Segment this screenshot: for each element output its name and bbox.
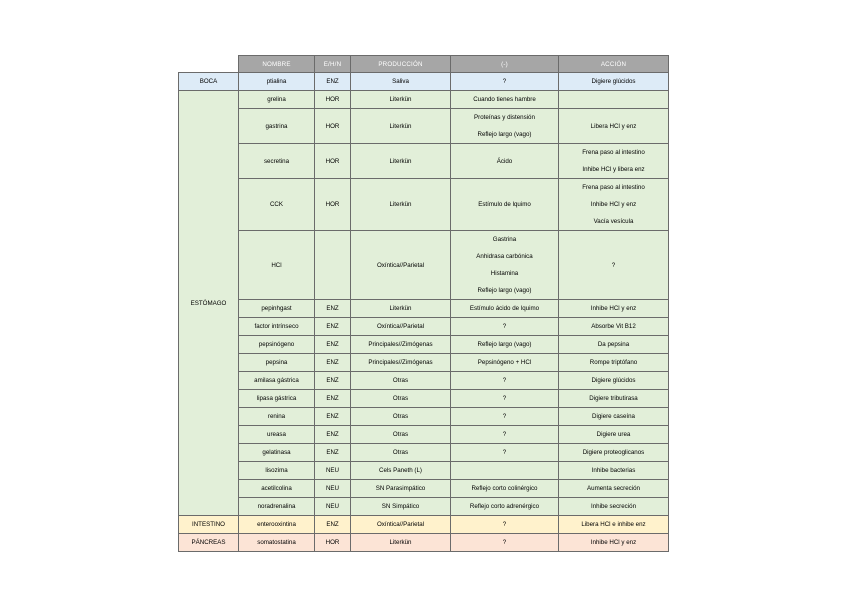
cell-accion-line: Digiere glúcidos xyxy=(591,78,636,85)
cell-produccion[interactable]: Oxíntica//Parietal xyxy=(351,231,451,300)
cell-accion[interactable] xyxy=(559,73,669,91)
cell-produccion[interactable]: Literkün xyxy=(351,534,451,552)
table-row xyxy=(179,480,669,498)
cell-inhibe-line: Gastrina xyxy=(492,236,517,243)
table-row xyxy=(179,91,669,109)
cell-nombre[interactable]: grelina xyxy=(239,91,315,109)
cell-nombre[interactable]: CCK xyxy=(239,179,315,231)
cell-inhibe[interactable] xyxy=(451,109,559,144)
cell-inhibe-line: ? xyxy=(502,377,507,384)
table-row xyxy=(179,144,669,179)
cell-accion-line: Vacía vesícula xyxy=(593,218,634,225)
cell-inhibe-line: ? xyxy=(502,449,507,456)
table-row xyxy=(179,372,669,390)
cell-accion[interactable] xyxy=(559,498,669,516)
cell-produccion[interactable]: SN Simpático xyxy=(351,498,451,516)
cell-nombre[interactable]: HCl xyxy=(239,231,315,300)
cell-accion-line: Inhibe HCl y enz xyxy=(590,305,637,312)
cell-inhibe-line: Ácido xyxy=(496,157,513,165)
organ-label[interactable]: BOCA xyxy=(179,73,239,91)
cell-inhibe[interactable] xyxy=(451,91,559,109)
cell-accion-line: ? xyxy=(611,261,616,269)
cell-tipo[interactable]: ENZ xyxy=(315,318,351,336)
cell-accion[interactable] xyxy=(559,372,669,390)
cell-tipo[interactable]: ENZ xyxy=(315,444,351,462)
cell-inhibe-line: Estímulo de lquimo xyxy=(478,201,531,208)
cell-accion[interactable] xyxy=(559,390,669,408)
cell-tipo[interactable]: ENZ xyxy=(315,408,351,426)
cell-accion-line: Da pepsina xyxy=(597,341,630,348)
table-body xyxy=(179,73,669,552)
cell-inhibe[interactable] xyxy=(451,426,559,444)
table-row xyxy=(179,516,669,534)
cell-nombre[interactable]: renina xyxy=(239,408,315,426)
cell-inhibe[interactable] xyxy=(451,444,559,462)
cell-accion-line: Inhibe secreción xyxy=(590,503,637,510)
cell-accion-line: Frena paso al intestino xyxy=(582,184,645,191)
table-row xyxy=(179,462,669,480)
table-row xyxy=(179,534,669,552)
cell-produccion[interactable]: Literkün xyxy=(351,300,451,318)
table-row xyxy=(179,73,669,91)
cell-inhibe-line: Proteínas y distensión xyxy=(474,114,535,121)
cell-nombre[interactable]: ptialina xyxy=(239,73,315,91)
cell-nombre[interactable]: pepsina xyxy=(239,354,315,372)
cell-accion-line: Inhibe bacterias xyxy=(591,467,636,474)
cell-accion-line: Inhibe HCl y enz xyxy=(590,201,637,208)
cell-accion-line: Libera HCl y enz xyxy=(590,122,637,130)
cell-inhibe-line: ? xyxy=(502,78,507,85)
cell-inhibe[interactable] xyxy=(451,73,559,91)
cell-produccion[interactable]: Literkün xyxy=(351,144,451,179)
cell-inhibe-line: ? xyxy=(502,323,507,330)
cell-accion[interactable] xyxy=(559,231,669,300)
cell-accion[interactable] xyxy=(559,408,669,426)
cell-produccion[interactable]: Otras xyxy=(351,426,451,444)
header-corner xyxy=(179,56,239,73)
cell-inhibe-line: Cuando tienes hambre xyxy=(473,96,536,103)
cell-inhibe-line: ? xyxy=(502,395,507,402)
cell-produccion[interactable]: Otras xyxy=(351,390,451,408)
cell-accion[interactable] xyxy=(559,300,669,318)
cell-tipo[interactable]: HOR xyxy=(315,534,351,552)
table-row xyxy=(179,336,669,354)
table-row xyxy=(179,300,669,318)
cell-produccion[interactable]: Otras xyxy=(351,372,451,390)
cell-accion-line: Digiere glúcidos xyxy=(591,377,636,384)
cell-accion-line: Inhibe HCl y libera enz xyxy=(582,166,645,173)
cell-nombre[interactable]: gastrina xyxy=(239,109,315,144)
cell-inhibe[interactable] xyxy=(451,390,559,408)
organ-label[interactable]: INTESTINO xyxy=(179,516,239,534)
cell-inhibe[interactable] xyxy=(451,462,559,480)
header-inhibe[interactable]: (-) xyxy=(451,56,559,73)
table-row xyxy=(179,231,669,300)
cell-inhibe[interactable] xyxy=(451,354,559,372)
cell-nombre[interactable]: enterooxintina xyxy=(239,516,315,534)
table-row xyxy=(179,109,669,144)
cell-accion-line: Libera HCl e inhibe enz xyxy=(581,521,646,528)
cell-accion[interactable] xyxy=(559,336,669,354)
cell-produccion[interactable]: Principales//Zimógenas xyxy=(351,336,451,354)
cell-nombre[interactable]: noradrenalina xyxy=(239,498,315,516)
header-tipo[interactable]: E/H/N xyxy=(315,56,351,73)
cell-tipo[interactable]: ENZ xyxy=(315,426,351,444)
cell-accion-line: Frena paso al intestino xyxy=(582,149,645,156)
cell-produccion[interactable]: Literkün xyxy=(351,179,451,231)
cell-tipo[interactable]: HOR xyxy=(315,179,351,231)
table-row xyxy=(179,179,669,231)
cell-nombre[interactable]: lipasa gástrica xyxy=(239,390,315,408)
cell-tipo[interactable]: ENZ xyxy=(315,73,351,91)
cell-tipo[interactable] xyxy=(315,231,351,300)
cell-tipo[interactable]: NEU xyxy=(315,480,351,498)
cell-nombre[interactable]: gelatinasa xyxy=(239,444,315,462)
cell-accion-line: Aumenta secreción xyxy=(587,485,640,492)
cell-accion[interactable] xyxy=(559,534,669,552)
cell-produccion[interactable]: Saliva xyxy=(351,73,451,91)
cell-accion-line: Digiere proteoglicanos xyxy=(582,449,645,456)
cell-tipo[interactable]: ENZ xyxy=(315,336,351,354)
cell-tipo[interactable]: ENZ xyxy=(315,300,351,318)
cell-accion-line: Inhibe HCl y enz xyxy=(590,539,637,546)
cell-produccion[interactable]: Principales//Zimógenas xyxy=(351,354,451,372)
organ-label[interactable]: ESTÓMAGO xyxy=(179,91,239,516)
cell-accion[interactable] xyxy=(559,426,669,444)
cell-accion[interactable] xyxy=(559,144,669,179)
cell-accion[interactable] xyxy=(559,179,669,231)
cell-produccion[interactable]: Literkün xyxy=(351,91,451,109)
cell-nombre[interactable]: acetilcolina xyxy=(239,480,315,498)
cell-tipo[interactable]: HOR xyxy=(315,91,351,109)
cell-produccion[interactable]: Otras xyxy=(351,408,451,426)
organ-label[interactable]: PÁNCREAS xyxy=(179,534,239,552)
cell-nombre[interactable]: ureasa xyxy=(239,426,315,444)
cell-tipo[interactable]: HOR xyxy=(315,144,351,179)
cell-produccion[interactable]: Literkün xyxy=(351,109,451,144)
cell-accion[interactable] xyxy=(559,354,669,372)
cell-produccion[interactable]: Otras xyxy=(351,444,451,462)
cell-nombre[interactable]: secretina xyxy=(239,144,315,179)
table-row xyxy=(179,408,669,426)
cell-inhibe-line: Pepsinógeno + HCl xyxy=(477,359,532,366)
cell-inhibe[interactable] xyxy=(451,480,559,498)
cell-inhibe[interactable] xyxy=(451,300,559,318)
cell-nombre[interactable]: pepsinógeno xyxy=(239,336,315,354)
table-row xyxy=(179,498,669,516)
cell-inhibe[interactable] xyxy=(451,534,559,552)
cell-nombre[interactable]: somatostatina xyxy=(239,534,315,552)
cell-produccion[interactable]: Oxíntica//Parietal xyxy=(351,516,451,534)
cell-accion[interactable] xyxy=(559,516,669,534)
cell-inhibe-line: Histamina xyxy=(490,270,519,277)
cell-inhibe-line: ? xyxy=(502,521,507,528)
cell-tipo[interactable]: NEU xyxy=(315,498,351,516)
table-row xyxy=(179,390,669,408)
cell-tipo[interactable]: NEU xyxy=(315,462,351,480)
cell-inhibe-line: ? xyxy=(502,539,507,546)
cell-accion[interactable] xyxy=(559,91,669,109)
cell-tipo[interactable]: ENZ xyxy=(315,390,351,408)
cell-inhibe[interactable] xyxy=(451,318,559,336)
cell-inhibe[interactable] xyxy=(451,516,559,534)
cell-tipo[interactable]: ENZ xyxy=(315,354,351,372)
cell-inhibe[interactable] xyxy=(451,336,559,354)
cell-inhibe-line: Reflejo largo (vago) xyxy=(477,287,532,294)
cell-inhibe-line: Reflejo largo (vago) xyxy=(477,341,532,348)
cell-produccion[interactable]: Oxíntica//Parietal xyxy=(351,318,451,336)
cell-tipo[interactable]: ENZ xyxy=(315,516,351,534)
cell-nombre[interactable]: factor intrínseco xyxy=(239,318,315,336)
header-accion[interactable]: ACCIÓN xyxy=(559,56,669,73)
hormone-table xyxy=(178,55,669,552)
cell-inhibe[interactable] xyxy=(451,231,559,300)
cell-inhibe[interactable] xyxy=(451,372,559,390)
cell-tipo[interactable]: ENZ xyxy=(315,372,351,390)
cell-inhibe[interactable] xyxy=(451,408,559,426)
cell-tipo[interactable]: HOR xyxy=(315,109,351,144)
header-produccion[interactable]: PRODUCCIÓN xyxy=(351,56,451,73)
cell-inhibe-line: Reflejo largo (vago) xyxy=(477,131,532,138)
cell-inhibe[interactable] xyxy=(451,144,559,179)
cell-accion-line: Rompe triptófano xyxy=(589,359,638,366)
cell-nombre[interactable]: pepinhgast xyxy=(239,300,315,318)
cell-nombre[interactable]: amilasa gástrica xyxy=(239,372,315,390)
cell-inhibe[interactable] xyxy=(451,179,559,231)
cell-inhibe-line: Reflejo corto adrenérgico xyxy=(469,503,540,510)
cell-accion[interactable] xyxy=(559,462,669,480)
header-nombre[interactable]: NOMBRE xyxy=(239,56,315,73)
cell-produccion[interactable]: Cels Paneth (L) xyxy=(351,462,451,480)
cell-nombre[interactable]: lisozima xyxy=(239,462,315,480)
cell-inhibe-line: Anhidrasa carbónica xyxy=(476,253,533,260)
cell-accion-line: Digiere caseína xyxy=(592,413,635,420)
cell-accion[interactable] xyxy=(559,109,669,144)
cell-inhibe-line: ? xyxy=(502,431,507,438)
table-row xyxy=(179,444,669,462)
table-row xyxy=(179,318,669,336)
cell-inhibe-line: Estímulo ácido de lquimo xyxy=(469,305,540,312)
table-row xyxy=(179,354,669,372)
cell-accion-line: Absorbe Vit B12 xyxy=(591,323,636,330)
header-row xyxy=(179,56,669,73)
cell-inhibe-line: ? xyxy=(502,413,507,420)
cell-accion-line: Digiere urea xyxy=(596,431,631,438)
cell-inhibe-line: Reflejo corto colinérgico xyxy=(471,485,538,492)
cell-inhibe[interactable] xyxy=(451,498,559,516)
cell-accion[interactable] xyxy=(559,318,669,336)
cell-produccion[interactable]: SN Parasimpático xyxy=(351,480,451,498)
cell-accion-line: Digiere tributirasa xyxy=(589,395,638,402)
cell-accion[interactable] xyxy=(559,480,669,498)
cell-accion[interactable] xyxy=(559,444,669,462)
table-row xyxy=(179,426,669,444)
